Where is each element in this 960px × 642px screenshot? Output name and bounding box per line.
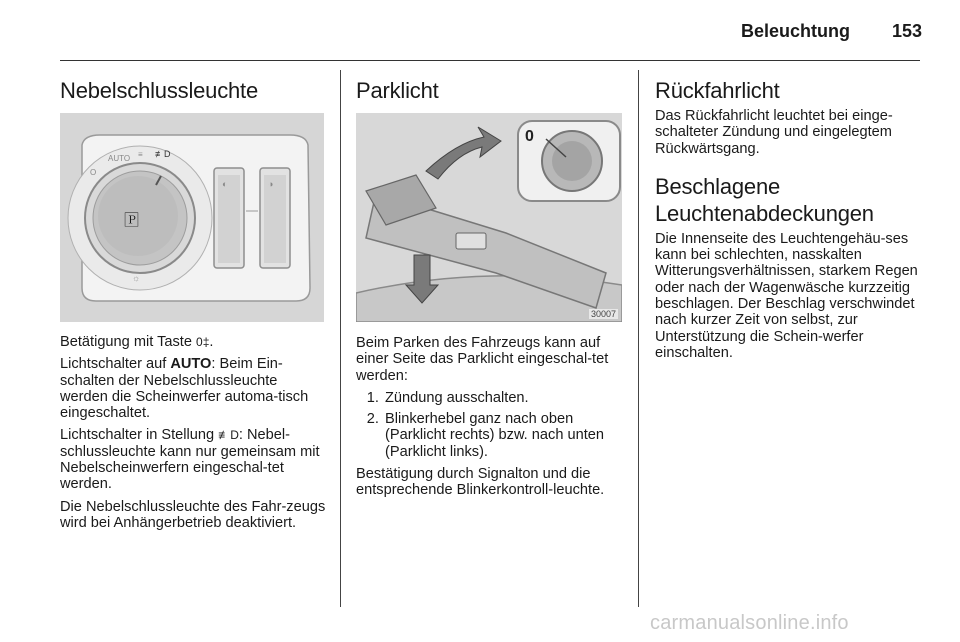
text: Betätigung mit Taste: [60, 334, 192, 350]
svg-text:≢D: ≢D: [155, 149, 171, 159]
section-heading: Parklicht: [356, 78, 439, 103]
page-number: 153: [891, 21, 922, 41]
svg-text:≡: ≡: [138, 150, 143, 159]
svg-text:◐: ◐: [222, 179, 228, 189]
text: Lichtschalter in Stellung: [60, 427, 219, 444]
watermark: carmanualsonline.info: [650, 612, 849, 634]
steps-list: [356, 390, 628, 460]
paragraph: [60, 427, 326, 492]
column-divider: [340, 70, 341, 607]
paragraph: Die Innenseite des Leuchtengehäu-ses kann bei schlechten, nasskalten Witterungsverhältnissen, starkem Regen oder nach der Wagenwäsche kurzzeitig beschlagen. Der Beschlag verschwindet nach kurzer Zeit von selbst, zur Unterstützung die Schein-werfer einschalten.: [655, 230, 918, 361]
text: : Nebel-schlussleuchte kann nur gemeinsam mit Nebelscheinwerfern eingeschal-tet werden.: [60, 427, 320, 493]
intro-paragraph: Beim Parken des Fahrzeugs kann auf einer Seite das Parklicht eingeschal-tet werden:: [356, 335, 609, 384]
column-divider: [638, 70, 639, 607]
svg-text:O: O: [90, 168, 97, 177]
light-switch-illustration: [60, 113, 324, 322]
rear-fog-icon: 0‡: [196, 335, 210, 349]
text: Lichtschalter auf: [60, 356, 171, 373]
rear-fog-icon: 🄿: [124, 211, 140, 229]
header-rule: [60, 60, 920, 61]
paragraph: [60, 334, 326, 350]
turn-signal-lever-figure: [356, 113, 622, 322]
svg-text:☼: ☼: [132, 273, 141, 283]
svg-text:◑: ◑: [268, 179, 274, 189]
column-reverse-light: [655, 70, 925, 361]
rear-fog-text: [60, 334, 326, 537]
paragraph: Das Rückfahrlicht leuchtet bei einge-schalteter Zündung und eingelegtem Rückwärtsgang.: [655, 108, 893, 157]
auto-label: AUTO: [170, 356, 212, 373]
svg-text:0: 0: [525, 128, 534, 145]
paragraph: [60, 356, 326, 421]
svg-text:AUTO: AUTO: [108, 154, 131, 163]
list-item: 1. Zündung ausschalten.: [383, 390, 628, 406]
light-switch-figure: [60, 113, 324, 322]
lever-illustration: [356, 113, 622, 322]
parking-light-text: [356, 335, 628, 505]
headlight-icon: ≢D: [218, 428, 239, 443]
text: .: [209, 334, 214, 350]
paragraph: Die Nebelschlussleuchte des Fahr-zeugs wird bei Anhängerbetrieb deaktiviert.: [60, 498, 326, 531]
section-heading: Rückfahrlicht: [655, 78, 780, 103]
section-heading: Beschlagene Leuchtenabdeckungen: [655, 173, 874, 226]
text: : Beim Ein-schalten der Nebelschlussleuchte werden die Scheinwerfer automa-tisch eingeschaltet.: [60, 356, 309, 422]
running-header-title: Beleuchtung: [740, 21, 850, 41]
outro-paragraph: Bestätigung durch Signalton und die entsprechende Blinkerkontroll-leuchte.: [356, 466, 605, 499]
list-item: 2. Blinkerhebel ganz nach oben (Parklicht rechts) bzw. nach unten (Parklicht links).: [383, 411, 628, 460]
figure-number: 30007: [590, 309, 616, 319]
section-heading: Nebelschlussleuchte: [60, 78, 258, 103]
